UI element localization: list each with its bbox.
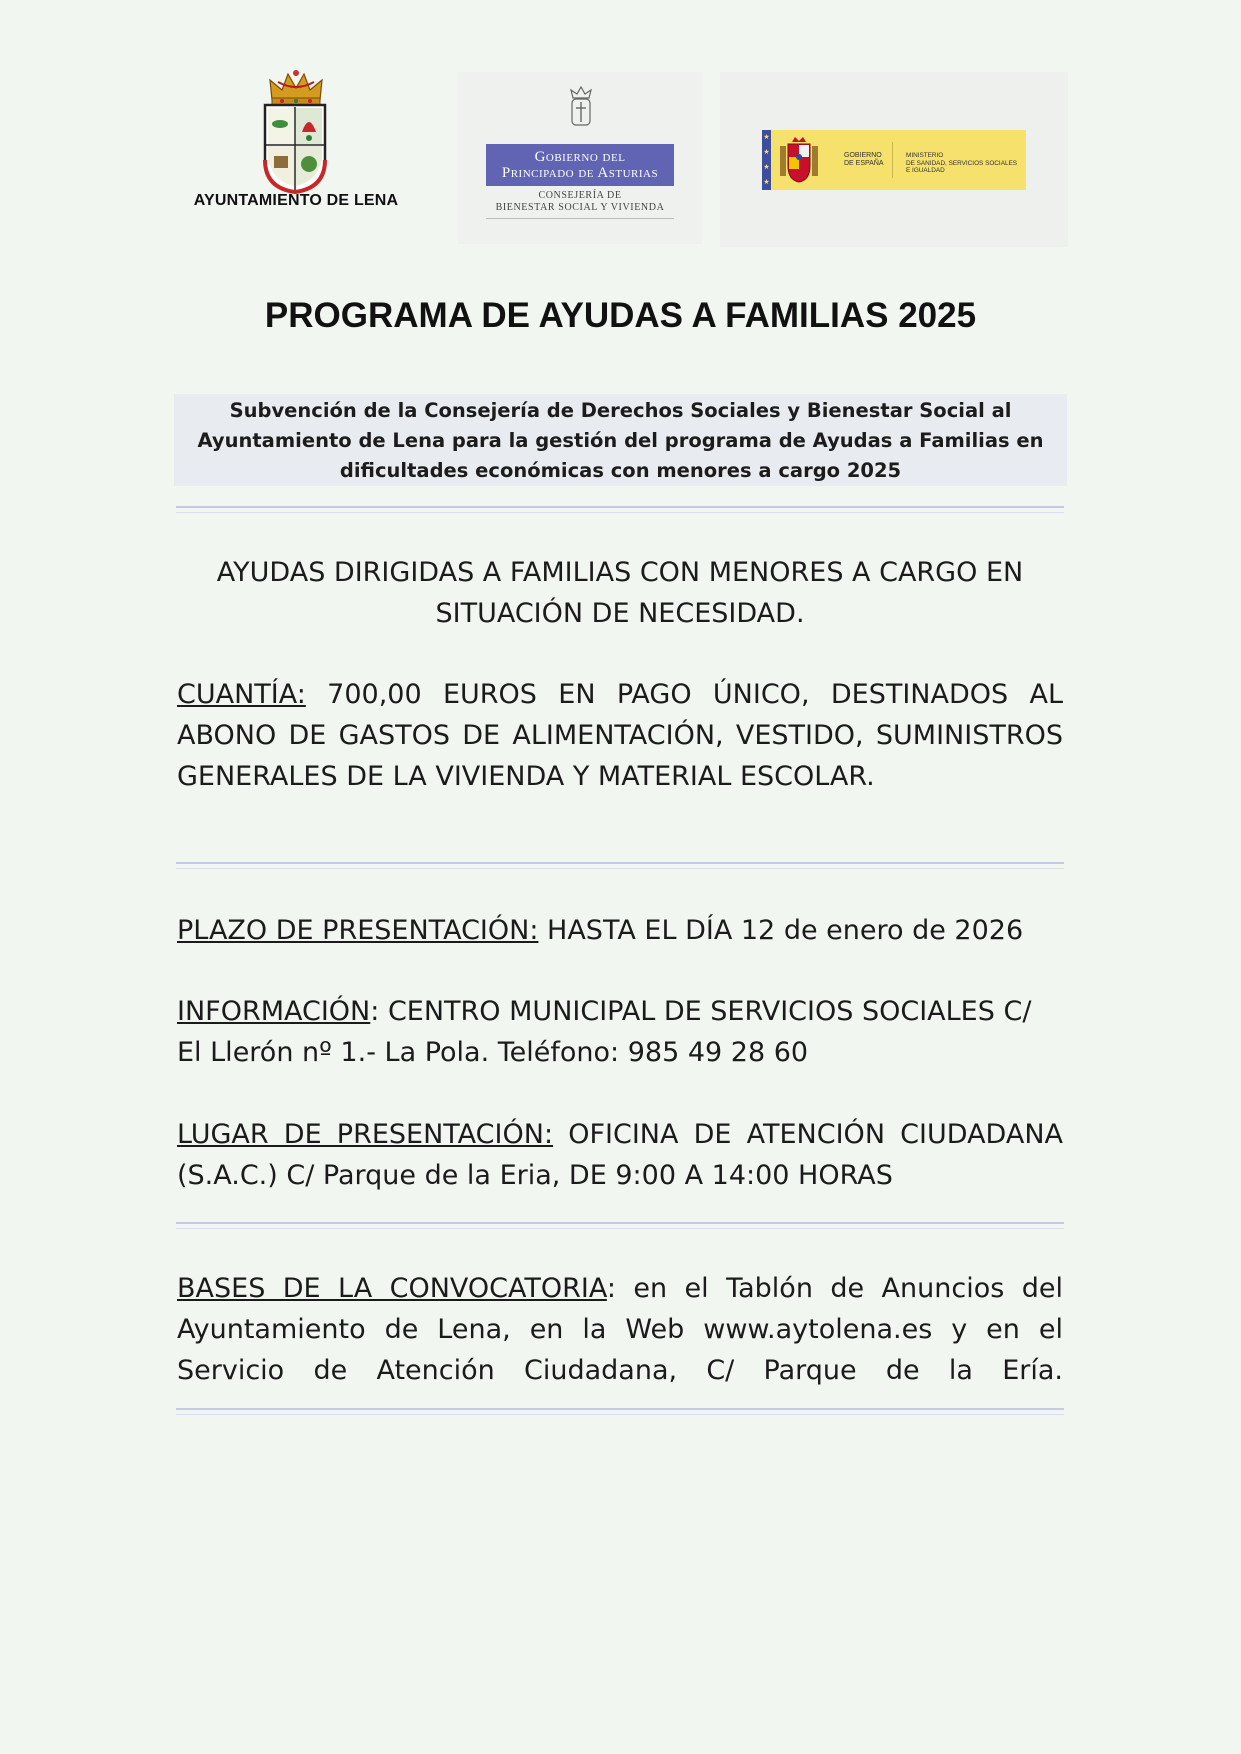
subvencion-line2: Ayuntamiento de Lena para la gestión del programa de Ayudas a Familias en xyxy=(197,429,1044,452)
ayudas-line2: SITUACIÓN DE NECESIDAD. xyxy=(435,598,805,629)
subvencion-line1: Subvención de la Consejería de Derechos Sociales y Bienestar Social al xyxy=(229,399,1012,422)
lugar-label: LUGAR DE PRESENTACIÓN: xyxy=(177,1119,554,1150)
asturias-band-line1: Gobierno del xyxy=(534,149,626,165)
eu-stars-icon: ★ ★ ★ ★ xyxy=(763,133,770,186)
espana-gob-line2: DE ESPAÑA xyxy=(844,160,884,167)
ayudas-line1: AYUDAS DIRIGIDAS A FAMILIAS CON MENORES A CARGO EN xyxy=(216,557,1024,588)
ministerio-text xyxy=(906,152,1017,175)
asturias-band-line2: Principado de Asturias xyxy=(501,165,659,181)
divider-1 xyxy=(176,506,1064,513)
cuantia-text: 700,00 EUROS EN PAGO ÚNICO, DESTINADOS AL ABONO DE GASTOS DE ALIMENTACIÓN, VESTIDO, SUMINISTROS GENERALES DE LA VIVIENDA Y MATERIAL ESCOLAR. xyxy=(177,679,1063,792)
gobierno-espana-logo xyxy=(720,72,1068,247)
lugar-text: OFICINA DE ATENCIÓN CIUDADANA (S.A.C.) C/ Parque de la Eria, DE 9:00 A 14:00 HORAS xyxy=(177,1119,1063,1191)
informacion-paragraph xyxy=(177,991,1063,1073)
divider-2 xyxy=(176,862,1064,869)
espana-min-line3: E IGUALDAD xyxy=(906,167,945,175)
bases-text: : en el Tablón de Anuncios del Ayuntamiento de Lena, en la Web www.aytolena.es y en el Servicio de Atención Ciudadana, C/ Parque de la Ería. xyxy=(177,1273,1063,1386)
plazo-label: PLAZO DE PRESENTACIÓN: xyxy=(177,915,539,946)
coat-of-arms-icon xyxy=(262,102,328,194)
asturias-underline xyxy=(486,218,674,219)
spain-coat-of-arms-icon xyxy=(778,136,820,184)
asturias-crown-cross-icon xyxy=(568,86,594,128)
informacion-text: : CENTRO MUNICIPAL DE SERVICIOS SOCIALES C/ El Llerón nº 1.- La Pola. Teléfono: 985 49 28 60 xyxy=(177,996,1032,1068)
lena-caption: AYUNTAMIENTO DE LENA xyxy=(193,192,399,209)
asturias-sub-line2: BIENESTAR SOCIAL Y VIVIENDA xyxy=(495,202,665,213)
espana-min-line1: MINISTERIO xyxy=(906,152,944,159)
asturias-sub-line1: CONSEJERÍA DE xyxy=(538,190,622,201)
cuantia-label: CUANTÍA: xyxy=(177,679,306,710)
gobierno-espana-text xyxy=(844,152,884,168)
divider-4 xyxy=(176,1408,1064,1415)
plazo-text: HASTA EL DÍA 12 de enero de 2026 xyxy=(547,915,1024,946)
principado-asturias-logo xyxy=(458,72,702,244)
espana-min-line2: DE SANIDAD, SERVICIOS SOCIALES xyxy=(906,159,1018,167)
subvencion-line3: dificultades económicas con menores a cargo 2025 xyxy=(339,459,902,482)
asturias-consejeria xyxy=(478,190,682,214)
bases-paragraph xyxy=(177,1268,1063,1391)
asturias-band xyxy=(486,144,674,186)
page-title: PROGRAMA DE AYUDAS A FAMILIAS 2025 xyxy=(264,296,977,335)
subvencion-box xyxy=(174,394,1067,486)
ayudas-heading xyxy=(176,552,1064,634)
ayuntamiento-lena-logo xyxy=(176,70,416,220)
plazo-paragraph xyxy=(177,910,1063,951)
espana-separator xyxy=(892,142,893,178)
divider-3 xyxy=(176,1222,1064,1229)
espana-gob-line1: GOBIERNO xyxy=(844,152,882,159)
crown-icon xyxy=(266,70,326,106)
bases-label: BASES DE LA CONVOCATORIA xyxy=(177,1273,607,1304)
lugar-paragraph xyxy=(177,1114,1063,1196)
cuantia-paragraph xyxy=(177,674,1063,797)
informacion-label: INFORMACIÓN xyxy=(177,996,371,1027)
